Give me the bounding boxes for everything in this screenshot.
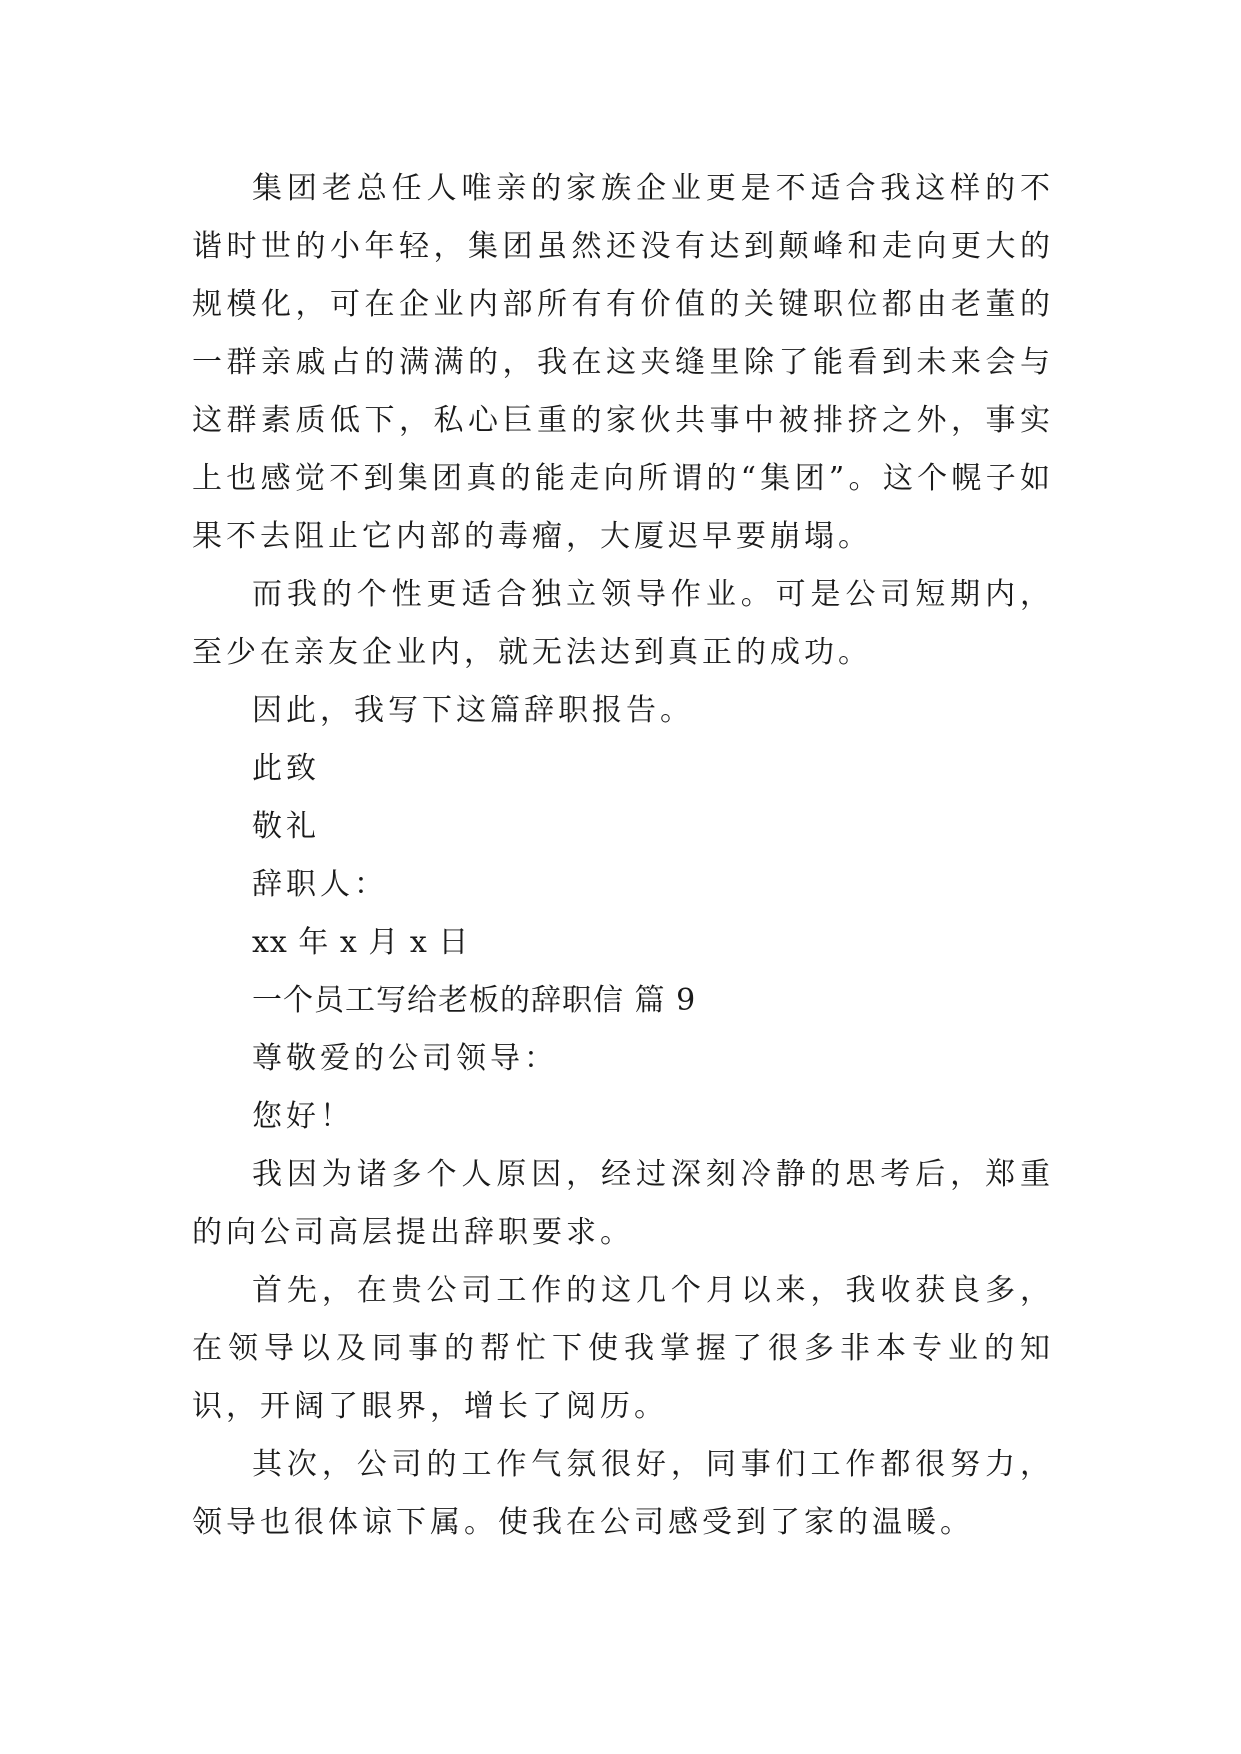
section-heading: 一个员工写给老板的辞职信 篇 9 <box>252 983 697 1018</box>
closing-salutation: 此致 <box>252 751 320 786</box>
letter-recipient: 尊敬爱的公司领导： <box>252 1041 558 1076</box>
paragraph-first-gains: 首先，在贵公司工作的这几个月以来，我收获良多，在领导以及同事的帮忙下使我掌握了很多非本专业的知识，开阔了眼界，增长了阅历。 <box>192 1273 1054 1424</box>
paragraph-second-atmosphere: 其次，公司的工作气氛很好，同事们工作都很努力，领导也很体谅下属。使我在公司感受到了家的温暖。 <box>192 1447 1054 1540</box>
document-page <box>192 160 1054 1552</box>
letter-greeting: 您好！ <box>252 1099 354 1134</box>
paragraph-independent-leadership: 而我的个性更适合独立领导作业。可是公司短期内，至少在亲友企业内，就无法达到真正的成功。 <box>192 577 1054 670</box>
signature-label: 辞职人： <box>252 867 388 902</box>
closing-regards: 敬礼 <box>252 809 320 844</box>
paragraph-resignation-request: 我因为诸多个人原因，经过深刻冷静的思考后，郑重的向公司高层提出辞职要求。 <box>192 1157 1054 1250</box>
paragraph-family-business: 集团老总任人唯亲的家族企业更是不适合我这样的不谐时世的小年轻，集团虽然还没有达到颠峰和走向更大的规模化，可在企业内部所有有价值的关键职位都由老董的一群亲戚占的满满的，我在这夹缝里除了能看到未来会与这群素质低下，私心巨重的家伙共事中被排挤之外，事实上也感觉不到集团真的能走向所谓的“集团”。这个幌子如果不去阻止它内部的毒瘤，大厦迟早要崩塌。 <box>192 171 1054 554</box>
date-line: xx 年 x 月 x 日 <box>252 925 470 960</box>
paragraph-therefore: 因此，我写下这篇辞职报告。 <box>252 693 694 728</box>
